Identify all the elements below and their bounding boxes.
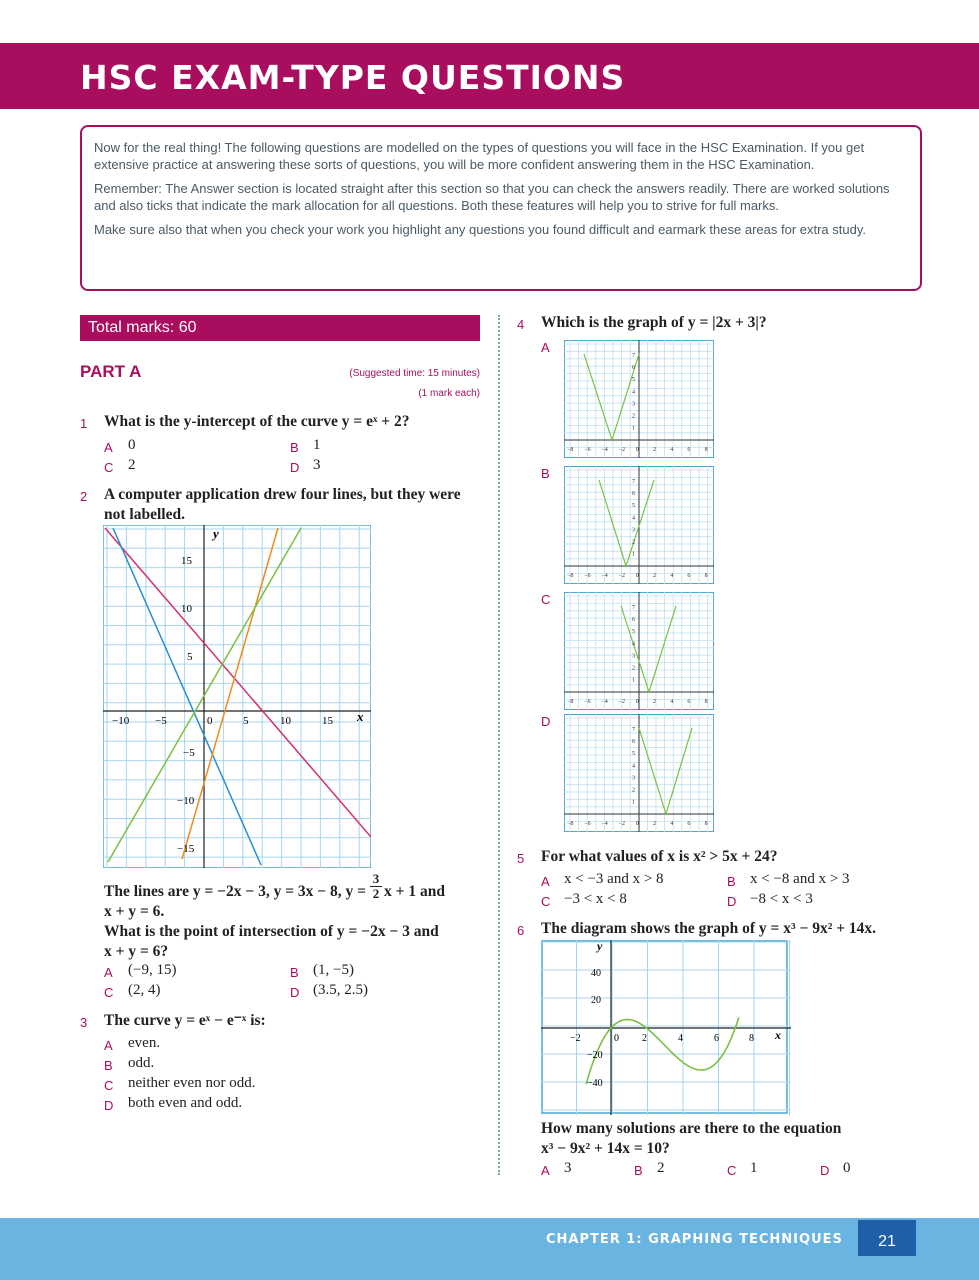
fraction-numerator: 3 (372, 871, 380, 886)
x-tick-label: −10 (112, 715, 130, 727)
x-tick-label: 4 (670, 447, 674, 453)
x-tick-label: 15 (322, 715, 333, 727)
question-text: For what values of x is x² > 5x + 24? (541, 848, 778, 865)
x-tick-label: 4 (670, 573, 674, 579)
option-text: 3 (313, 457, 321, 473)
y-tick-label: 7 (632, 727, 635, 733)
total-marks-bar: Total marks: 60 (80, 315, 480, 341)
cubic-graph (541, 940, 791, 1115)
x-tick-label: −8 (567, 573, 574, 579)
y-tick-label: 6 (632, 739, 635, 746)
column-divider (498, 315, 500, 1175)
option-letter: B (104, 1058, 113, 1073)
y-tick-label: −5 (183, 747, 195, 759)
y-tick-label: 10 (181, 603, 192, 615)
y-tick-label: −20 (587, 1050, 603, 1061)
y-tick-label: 3 (632, 775, 635, 782)
option-letter: B (727, 874, 736, 889)
intro-paragraph: Now for the real thing! The following questions are modelled on the types of questions you will face in the HSC Examination. If you get extensive practice at answering these sorts of questions, you will be more confident answering them in the HSC Examination. (94, 140, 865, 172)
option-letter: D (104, 1098, 114, 1113)
x-tick-label: 5 (243, 715, 249, 727)
y-tick-label: 4 (632, 389, 635, 396)
x-tick-label: 0 (614, 1033, 619, 1044)
option-text: −8 < x < 3 (750, 891, 813, 907)
y-tick-label: 3 (632, 653, 635, 660)
option-letter: A (541, 874, 550, 889)
y-tick-label: −15 (177, 843, 195, 855)
option-letter: C (104, 1078, 114, 1093)
question-number: 5 (517, 851, 525, 866)
option-letter: B (541, 466, 550, 481)
y-axis-label: y (213, 526, 219, 541)
intro-paragraph: Make sure also that when you check your work you highlight any questions you found difficult and earmark these areas for extra study. (94, 222, 866, 237)
y-tick-label: 5 (632, 377, 635, 384)
y-tick-label: 1 (632, 799, 635, 806)
option-letter: B (634, 1163, 643, 1178)
option-letter: A (104, 1038, 113, 1053)
suggested-time: (Suggested time: 15 minutes) (349, 368, 480, 379)
x-tick-label: 2 (653, 447, 656, 453)
option-letter: B (290, 965, 299, 980)
footer-bar (0, 1218, 979, 1280)
x-tick-label: 6 (687, 447, 691, 453)
option-text: both even and odd. (128, 1095, 243, 1111)
y-tick-label: 2 (632, 665, 635, 672)
marks-each: (1 mark each) (418, 388, 480, 399)
y-tick-label: 15 (181, 555, 192, 567)
option-letter: D (541, 714, 551, 729)
question-text: x + 1 and (384, 883, 445, 900)
x-tick-label: −6 (584, 699, 591, 705)
x-tick-label: 10 (280, 715, 291, 727)
x-tick-label: −6 (584, 573, 591, 579)
x-tick-label: −5 (155, 715, 167, 727)
question-text: The diagram shows the graph of y = x³ − 9x² + 14x. (541, 920, 877, 937)
question-text: The curve y = eˣ − e⁻ˣ is: (104, 1012, 266, 1029)
y-tick-label: 2 (632, 539, 635, 546)
question-text: How many solutions are there to the equation (541, 1120, 842, 1137)
x-tick-label: 6 (714, 1033, 719, 1044)
question-number: 3 (80, 1015, 88, 1030)
x-tick-label: 8 (704, 699, 708, 705)
x-tick-label: −6 (584, 821, 591, 827)
x-tick-label: −2 (570, 1033, 581, 1044)
chapter-title: CHAPTER 1: GRAPHING TECHNIQUES (546, 1232, 843, 1247)
option-letter: C (104, 985, 114, 1000)
x-tick-label: −2 (618, 821, 625, 827)
graph-option-c (564, 592, 714, 710)
y-axis-label: y (597, 940, 603, 953)
question-text: The lines are y = −2x − 3, y = 3x − 8, y = (104, 883, 366, 900)
option-text: 2 (128, 457, 136, 473)
graph-option-b (564, 466, 714, 584)
option-letter: A (541, 340, 550, 355)
option-text: 0 (843, 1160, 851, 1176)
y-tick-label: 3 (632, 527, 635, 534)
y-tick-label: 1 (632, 551, 635, 558)
x-tick-label: 2 (653, 573, 656, 579)
x-tick-label: 8 (704, 821, 708, 827)
question-text: x³ − 9x² + 14x = 10? (541, 1140, 670, 1157)
four-lines-graph (103, 525, 371, 868)
option-text: 1 (750, 1160, 758, 1176)
option-text: x < −3 and x > 8 (564, 871, 664, 887)
x-tick-label: 8 (704, 447, 708, 453)
question-text: x + y = 6? (104, 943, 169, 960)
y-tick-label: 4 (632, 515, 635, 522)
x-tick-label: 4 (678, 1033, 683, 1044)
intro-paragraph: Remember: The Answer section is located straight after this section so that you can check the answers readily. There are worked solutions and also ticks that indicate the mark allocation for all questions. Both these features will help you to strive for full marks. (94, 181, 890, 213)
x-tick-label: 8 (704, 573, 708, 579)
question-text: not labelled. (104, 506, 185, 523)
option-letter: D (290, 460, 300, 475)
option-letter: A (541, 1163, 550, 1178)
x-tick-label: 6 (687, 699, 691, 705)
page-number: 21 (858, 1220, 916, 1256)
option-text: neither even nor odd. (128, 1075, 256, 1091)
y-tick-label: 5 (632, 629, 635, 636)
question-number: 1 (80, 416, 88, 431)
option-text: 1 (313, 437, 321, 453)
option-text: 3 (564, 1160, 572, 1176)
x-tick-label: 0 (635, 821, 639, 827)
x-tick-label: −4 (601, 447, 608, 453)
option-text: (3.5, 2.5) (313, 982, 368, 998)
option-text: 0 (128, 437, 136, 453)
y-tick-label: 5 (632, 503, 635, 510)
option-letter: A (104, 440, 113, 455)
page-title: HSC EXAM-TYPE QUESTIONS (80, 58, 626, 97)
question-text: Which is the graph of y = |2x + 3|? (541, 314, 767, 331)
option-text: even. (128, 1035, 161, 1051)
x-tick-label: 4 (670, 699, 674, 705)
y-tick-label: 3 (632, 401, 635, 408)
graph-option-a (564, 340, 714, 458)
option-letter: C (541, 894, 551, 909)
x-tick-label: −8 (567, 447, 574, 453)
option-letter: D (727, 894, 737, 909)
x-tick-label: 0 (635, 699, 639, 705)
option-letter: A (104, 965, 113, 980)
option-letter: C (541, 592, 551, 607)
x-tick-label: −4 (601, 699, 608, 705)
y-tick-label: 5 (187, 651, 193, 663)
x-tick-label: 6 (687, 821, 691, 827)
y-tick-label: 6 (632, 617, 635, 624)
option-text: (1, −5) (313, 962, 354, 978)
y-tick-label: 1 (632, 677, 635, 684)
option-text: odd. (128, 1055, 155, 1071)
x-tick-label: 0 (635, 573, 639, 579)
y-tick-label: −40 (587, 1078, 603, 1089)
fraction-denominator: 2 (370, 886, 382, 901)
x-tick-label: 2 (653, 699, 656, 705)
y-tick-label: 1 (632, 425, 635, 432)
y-tick-label: 20 (591, 995, 601, 1006)
y-tick-label: 4 (632, 763, 635, 770)
y-tick-label: 7 (632, 605, 635, 611)
x-axis-label: x (775, 1028, 781, 1042)
x-tick-label: 2 (653, 821, 656, 827)
part-a-title: PART A (80, 362, 142, 381)
x-axis-label: x (357, 709, 364, 724)
x-tick-label: −4 (601, 573, 608, 579)
option-letter: B (290, 440, 299, 455)
x-tick-label: −6 (584, 447, 591, 453)
option-letter: C (104, 460, 114, 475)
y-tick-label: 6 (632, 365, 635, 372)
option-letter: D (290, 985, 300, 1000)
x-tick-label: 6 (687, 573, 691, 579)
x-tick-label: 0 (207, 715, 213, 727)
y-tick-label: 4 (632, 641, 635, 648)
x-tick-label: −4 (601, 821, 608, 827)
option-letter: D (820, 1163, 830, 1178)
option-text: 2 (657, 1160, 665, 1176)
question-number: 2 (80, 489, 88, 504)
option-letter: C (727, 1163, 737, 1178)
question-text: What is the point of intersection of y = −2x − 3 and (104, 923, 439, 940)
y-tick-label: 6 (632, 491, 635, 498)
question-number: 6 (517, 923, 525, 938)
question-text: A computer application drew four lines, but they were (104, 486, 461, 503)
question-number: 4 (517, 317, 525, 332)
x-tick-label: 4 (670, 821, 674, 827)
option-text: (−9, 15) (128, 962, 177, 978)
x-tick-label: 0 (635, 447, 639, 453)
x-tick-label: −2 (618, 573, 625, 579)
fraction (370, 872, 382, 901)
question-text: What is the y-intercept of the curve y = eˣ + 2? (104, 413, 410, 430)
option-text: (2, 4) (128, 982, 161, 998)
y-tick-label: 5 (632, 751, 635, 758)
y-tick-label: 7 (632, 353, 635, 359)
x-tick-label: −8 (567, 821, 574, 827)
y-tick-label: 40 (591, 968, 601, 979)
graph-frame (542, 941, 787, 1113)
intro-box (80, 125, 922, 291)
x-tick-label: −2 (618, 699, 625, 705)
y-tick-label: 2 (632, 787, 635, 794)
x-tick-label: −8 (567, 699, 574, 705)
option-text: −3 < x < 8 (564, 891, 627, 907)
x-tick-label: 2 (642, 1033, 647, 1044)
option-text: x < −8 and x > 3 (750, 871, 850, 887)
y-tick-label: −10 (177, 795, 195, 807)
y-tick-label: 7 (632, 479, 635, 485)
question-text: x + y = 6. (104, 903, 165, 920)
graph-frame (103, 525, 371, 868)
y-tick-label: 2 (632, 413, 635, 420)
graph-option-d (564, 714, 714, 832)
x-tick-label: −2 (618, 447, 625, 453)
x-tick-label: 8 (749, 1033, 754, 1044)
